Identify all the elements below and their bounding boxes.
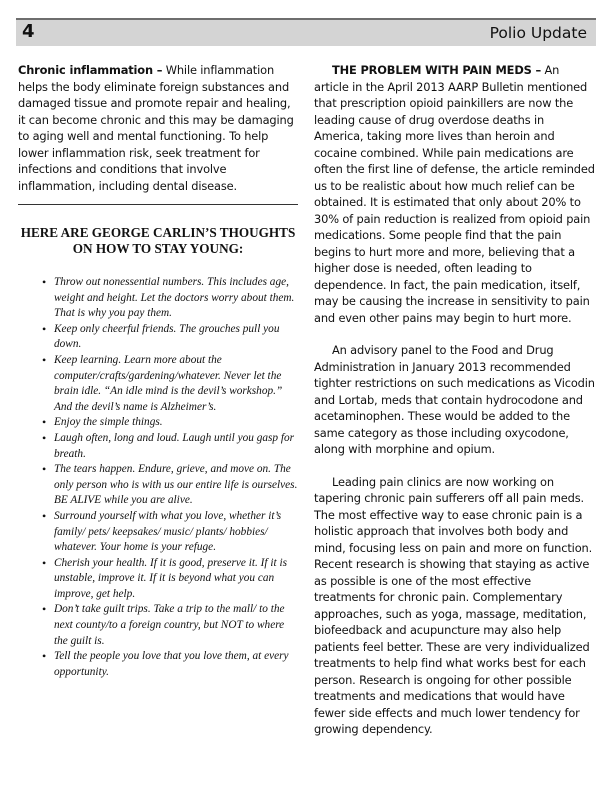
list-item: • Keep only cheerful friends. The grouches pull you down. [44, 322, 298, 353]
section-divider [18, 204, 298, 205]
list-item: • Laugh often, long and loud. Laugh until you gasp for breath. [44, 431, 298, 462]
carlin-heading: HERE ARE GEORGE CARLIN’S THOUGHTS ON HOW TO STAY YOUNG: [20, 225, 296, 256]
pain-clinics-paragraph: Leading pain clinics are now working on tapering chronic pain sufferers off all pain meds. The most effective way to ease chronic pain is a holistic approach that involves both body and mind, focusing less on pain and more on function. Recent research is showing that staying as active as possible is one of the most effective treatments for chronic pain. Complementary approaches, such as yoga, massage, meditation, biofeedback and acupuncture may also help patients feel better. These are very individualized treatments to help find what works best for each person. Research is ongoing for other possible treatments and medications that would have fewer side effects and much lower tendency for growing dependency. [314, 474, 593, 736]
pain-meds-paragraph [314, 62, 596, 326]
list-item: • Surround yourself with what you love, whether it’s family/ pets/ keepsakes/ music/ plants/ hobbies/ whatever. Your home is your refuge. [44, 509, 298, 556]
list-item: • The tears happen. Endure, grieve, and move on. The only person who is with us our entire life is ourselves. BE ALIVE while you are alive. [44, 462, 298, 509]
publication-title: Polio Update [489, 24, 587, 42]
list-item: • Tell the people you love that you love them, at every opportunity. [44, 649, 298, 680]
inflammation-title: Chronic inflammation – [18, 63, 163, 77]
page-number: 4 [22, 21, 35, 42]
pain-meds-title: THE PROBLEM WITH PAIN MEDS – [332, 63, 542, 77]
left-column [18, 62, 298, 680]
list-item: • Enjoy the simple things. [44, 415, 298, 431]
list-item: • Don’t take guilt trips. Take a trip to the mall/ to the next county/to a foreign country, but NOT to where the guilt is. [44, 602, 298, 649]
right-column [314, 62, 596, 738]
inflammation-body: While inflammation helps the body eliminate foreign substances and damaged tissue and promote repair and healing, it can become chronic and this may be damaging to aging well and mental functioning. To help lower inflammation risk, seek treatment for infections and conditions that involve inflammation, including dental disease. [18, 63, 294, 193]
advisory-paragraph: An advisory panel to the Food and Drug Administration in January 2013 recommended tighter restrictions on such medications as Vicodin and Lortab, meds that contain hydrocodone and acetaminophen. These would be added to the same category as those including oxycodone, along with morphine and opium. [314, 343, 595, 456]
list-item: • Throw out nonessential numbers. This includes age, weight and height. Let the doctors worry about them. That is why you pay them. [44, 275, 298, 322]
page-header [16, 18, 596, 46]
pain-meds-body: An article in the April 2013 AARP Bulletin mentioned that prescription opioid painkillers are now the leading cause of drug overdose deaths in America, taking more lives than heroin and cocaine combined. While pain medications are often the first line of defense, the article reminded us to be realistic about how much relief can be obtained. It is estimated that only about 20% to 30% of pain reduction is realized from opioid pain medications. Some people find that the pain begins to hurt more and more, believing that a higher dose is needed, often leading to dependence. In fact, the pain medication, itself, may be causing the increase in sensitivity to pain and even other pains may begin to hurt more. [314, 63, 595, 325]
list-item: • Cherish your health. If it is good, preserve it. If it is unstable, improve it. If it is beyond what you can improve, get help. [44, 556, 298, 603]
inflammation-paragraph [18, 62, 298, 194]
list-item: • Keep learning. Learn more about the computer/crafts/gardening/whatever. Never let the brain idle. “An idle mind is the devil’s workshop.” And the devil’s name is Alzheimer’s. [44, 353, 298, 415]
carlin-tips-list [18, 275, 298, 680]
